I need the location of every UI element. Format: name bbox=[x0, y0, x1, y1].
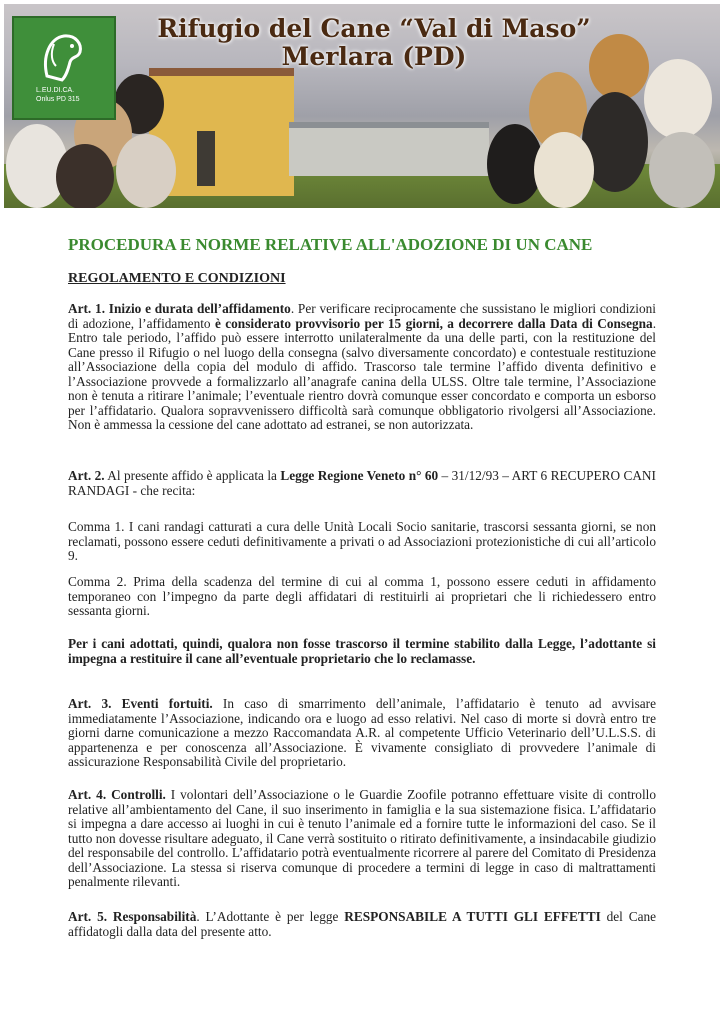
article-3-label: Art. 3. Eventi fortuiti. bbox=[68, 696, 213, 711]
dog-photo bbox=[649, 132, 715, 208]
article-5-label: Art. 5. Responsabilità bbox=[68, 909, 197, 924]
dog-photo bbox=[116, 134, 176, 208]
association-logo bbox=[12, 16, 116, 120]
article-1-text-b: . Entro tale periodo, l’affido può essere interrotto unilateralmente da una delle parti, con la restituzione del Cane presso il Rifugio o nel luogo della consegna (salvo diversamente concordato) e contestuale restituzione all’Associazione della copia del modulo di affido. Trascorso tale termine l’affido diventa definitivo e l’Associazione provvede a formalizzarlo all’anagrafe canina della ULSS. Oltre tale termine, l’Associazione non è tenuta a ritirare l’animale; l’eventuale rientro dovrà comunque esser concordato e comporta un esborso per l’affidatario. Qualora sopravvenissero difficoltà sarà comunque obbligatorio rivolgersi all’Associazione. Non è ammessa la cessione del cane adottato ad estranei, se non autorizzata. bbox=[68, 315, 657, 432]
building-door bbox=[197, 131, 215, 186]
article-4-text: I volontari dell’Associazione o le Guardie Zoofile potranno effettuare visite di controllo relative all’ambientamento del Cane, il suo inserimento in famiglia e la sua sistemazione fisica. L’affidatario si impegna a dare accesso ai luoghi in cui è tenuto l’animale ed a fornire tutte le informazioni del caso. Se il tutto non dovesse risultare adeguato, il Cane verrà sostituito o ritirato definitivamente, a insindacabile giudizio del responsabile del controllo. L’affidatario potrà eventualmente ricorrere al parere del Comitato di Presidenza dell’Associazione. La stessa si riserva comunque di procedere a termini di legge in caso di maltrattamenti penalmente rilevanti. bbox=[68, 787, 656, 889]
banner-title-line1: Rifugio del Cane “Val di Maso” bbox=[157, 14, 591, 43]
dog-photo bbox=[534, 132, 594, 208]
comma-2: Comma 2. Prima della scadenza del termine di cui al comma 1, possono essere ceduti in affidamento temporaneo con l’impegno da parte degli affidatari di restituirli ai proprietari che li richiedessero entro sessanta giorni. bbox=[68, 574, 656, 618]
logo-text bbox=[36, 86, 80, 104]
comma-1: Comma 1. I cani randagi catturati a cura delle Unità Locali Socio sanitarie, trascorsi sessanta giorni, se non reclamati, possono essere ceduti definitivamente a privati o ad Associazioni protezionistiche di cui all’articolo 9. bbox=[68, 519, 656, 563]
article-1-label: Art. 1. Inizio e durata dell’affidamento bbox=[68, 301, 291, 316]
article-5-text-a: . L’Adottante è per legge bbox=[196, 909, 345, 924]
article-4-label: Art. 4. Controlli. bbox=[68, 787, 166, 802]
dog-photo bbox=[644, 59, 712, 139]
article-2-bold: Legge Regione Veneto n° 60 bbox=[280, 468, 439, 483]
logo-text-line2: Onlus PD 315 bbox=[36, 96, 80, 103]
article-5-text-b: del Cane affidatogli dalla data del presente atto. bbox=[68, 909, 657, 939]
dog-photo bbox=[56, 144, 114, 208]
kennel-building bbox=[289, 122, 489, 176]
article-2 bbox=[68, 469, 656, 498]
dog-logo-icon bbox=[32, 26, 92, 86]
article-2-text-b: – 31/12/93 – ART 6 RECUPERO CANI RANDAGI - che recita: bbox=[68, 468, 656, 498]
article-1-bold: è considerato provvisorio per 15 giorni, a decorrere dalla Data di Consegna bbox=[214, 315, 653, 331]
article-3 bbox=[68, 697, 656, 770]
article-2-label: Art. 2. bbox=[68, 468, 105, 483]
section-subheading: REGOLAMENTO E CONDIZIONI bbox=[68, 271, 286, 286]
banner-title-line2: Merlara (PD) bbox=[281, 42, 467, 71]
article-3-text: In caso di smarrimento dell’animale, l’affidatario è tenuto ad avvisare immediatamente l’Associazione, indicando ora e luogo ad esso relativi. Nel caso di morte si dovrà entro tre giorni darne comunicazione a mezzo Raccomandata A.R. al competente Ufficio Veterinario dell’U.L.S.S. di appartenenza e per conoscenza all’Associazione. È vivamente consigliato di provvedere l’animale di assicurazione Responsabilità Civile del proprietario. bbox=[68, 696, 656, 769]
article-1-text-a: . Per verificare reciprocamente che sussistano le migliori condizioni di adozione, l’affidamento bbox=[68, 301, 656, 331]
logo-text-line1: L.EU.DI.CA. bbox=[36, 87, 75, 94]
article-2-text-a: Al presente affido è applicata la bbox=[104, 468, 281, 483]
article-4 bbox=[68, 788, 656, 890]
document-heading: PROCEDURA E NORME RELATIVE ALL'ADOZIONE DI UN CANE bbox=[68, 235, 593, 254]
article-1 bbox=[68, 302, 656, 433]
adoption-return-notice: Per i cani adottati, quindi, qualora non fosse trascorso il termine stabilito dalla Legge, l’adottante si impegna a restituire il cane all’eventuale proprietario che lo reclamasse. bbox=[68, 636, 656, 666]
article-5-bold: RESPONSABILE A TUTTI GLI EFFETTI bbox=[344, 909, 601, 924]
header-banner bbox=[4, 4, 720, 208]
article-5 bbox=[68, 910, 656, 939]
